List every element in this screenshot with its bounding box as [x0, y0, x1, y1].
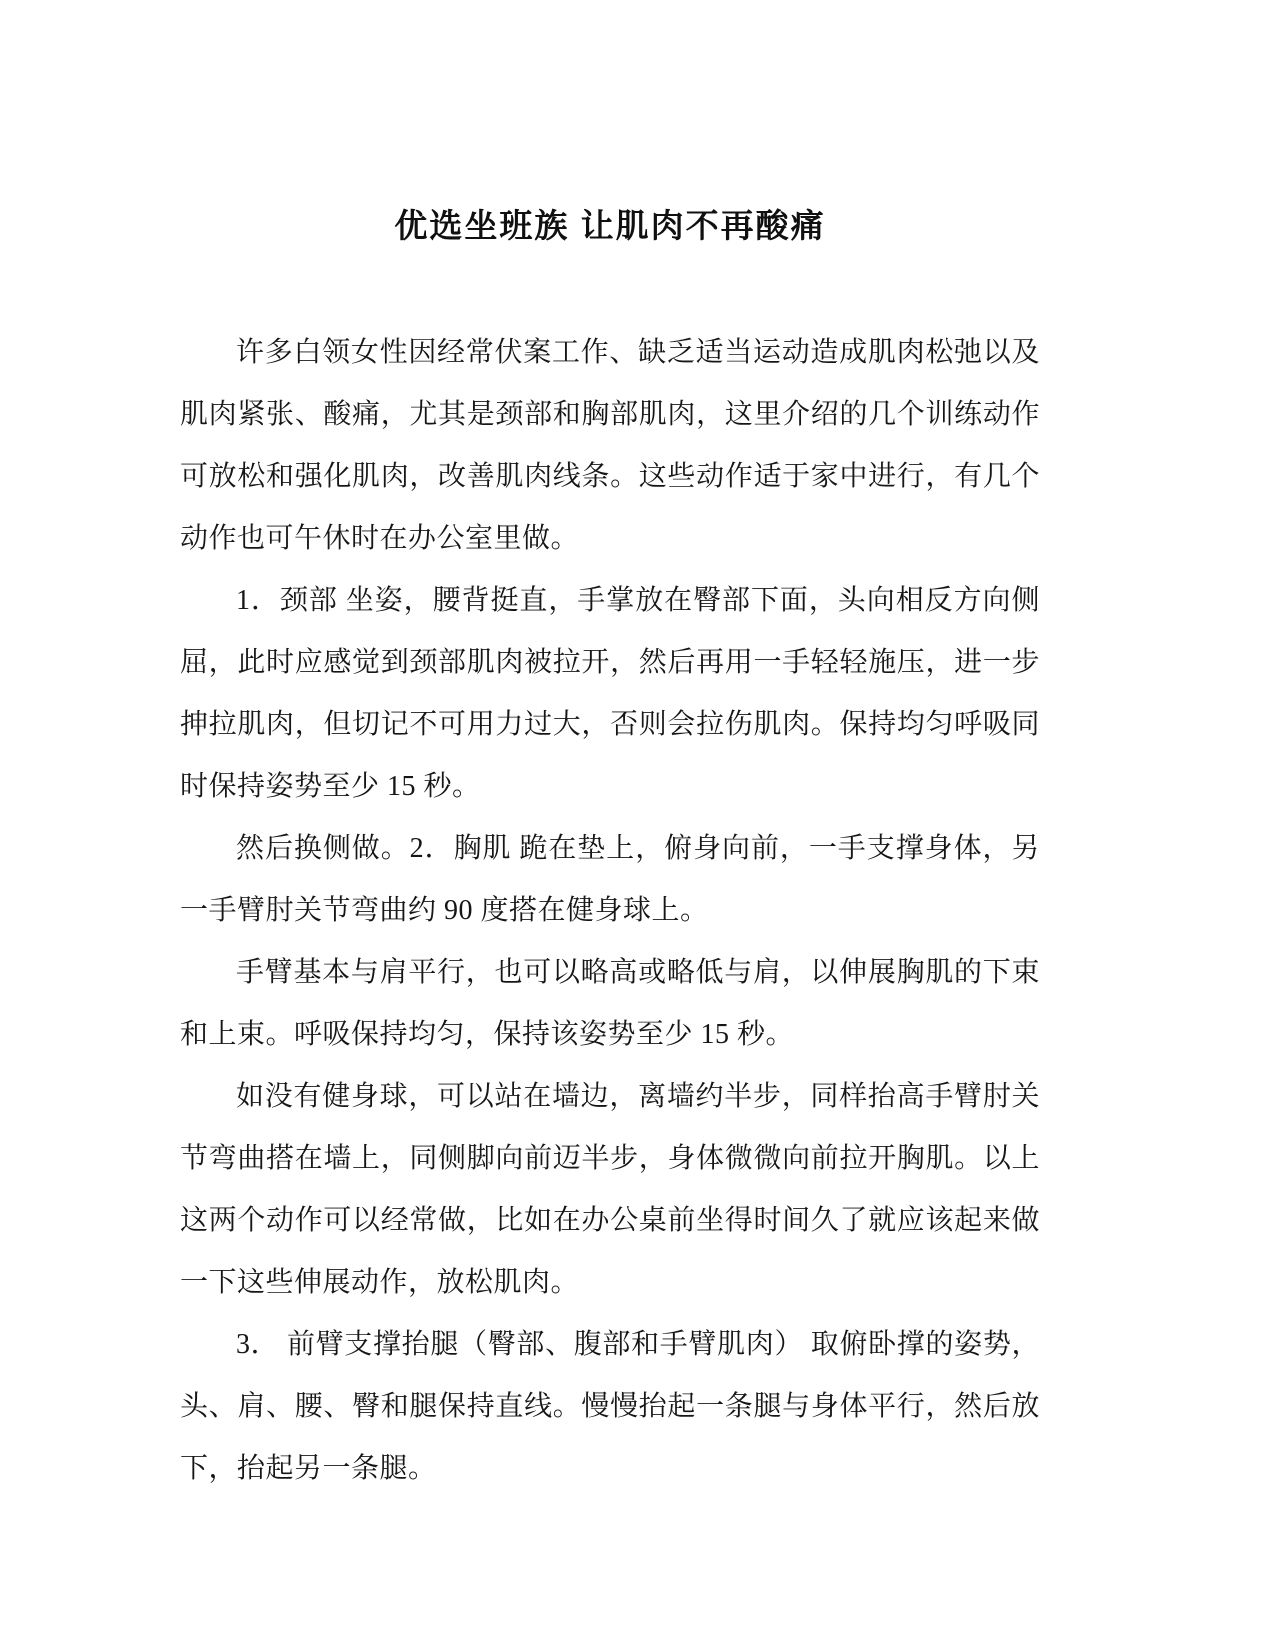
paragraph-exercise-2-chest: 然后换侧做。2．胸肌 跪在垫上，俯身向前，一手支撑身体，另一手臂肘关节弯曲约 90 度搭在健身球上。 — [180, 833, 1040, 926]
paragraph-arm-position: 手臂基本与肩平行，也可以略高或略低与肩，以伸展胸肌的下束和上束。呼吸保持均匀，保持该姿势至少 15 秒。 — [180, 957, 1040, 1050]
document-body — [180, 322, 1040, 1500]
document-title: 优选坐班族 让肌肉不再酸痛 — [394, 207, 826, 244]
paragraph-exercise-1-neck: 1．颈部 坐姿，腰背挺直，手掌放在臀部下面，头向相反方向侧屈，此时应感觉到颈部肌肉被拉开，然后再用一手轻轻施压，进一步抻拉肌肉，但切记不可用力过大，否则会拉伤肌肉。保持均匀呼吸同时保持姿势至少 15 秒。 — [180, 585, 1040, 802]
paragraph-wall-alternative: 如没有健身球，可以站在墙边，离墙约半步，同样抬高手臂肘关节弯曲搭在墙上，同侧脚向前迈半步，身体微微向前拉开胸肌。以上这两个动作可以经常做，比如在办公桌前坐得时间久了就应该起来做一下这些伸展动作，放松肌肉。 — [180, 1081, 1040, 1298]
paragraph-intro: 许多白领女性因经常伏案工作、缺乏适当运动造成肌肉松弛以及肌肉紧张、酸痛，尤其是颈部和胸部肌肉，这里介绍的几个训练动作可放松和强化肌肉，改善肌肉线条。这些动作适于家中进行，有几个动作也可午休时在办公室里做。 — [180, 337, 1040, 554]
paragraph-exercise-3-forearm-leg-raise: 3． 前臂支撑抬腿（臀部、腹部和手臂肌肉） 取俯卧撑的姿势，头、肩、腰、臀和腿保持直线。慢慢抬起一条腿与身体平行，然后放下，抬起另一条腿。 — [180, 1329, 1040, 1484]
document-content — [180, 202, 1040, 1500]
